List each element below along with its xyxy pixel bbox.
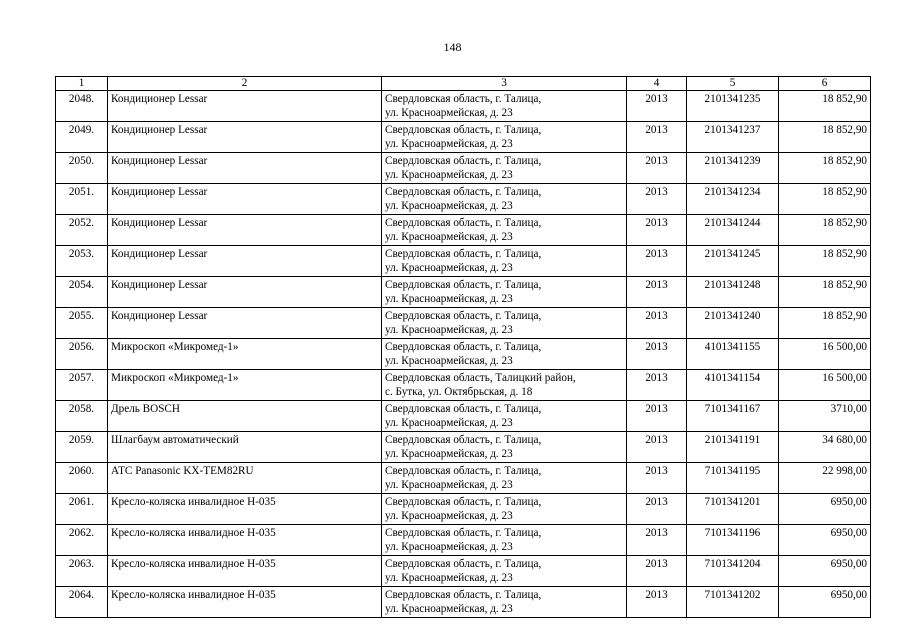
address-line-1: Свердловская область, г. Талица, [385, 248, 542, 260]
address-line-2: ул. Красноармейская, д. 23 [385, 510, 513, 522]
item-cost: 18 852,90 [779, 215, 871, 246]
table-row [56, 215, 871, 246]
page-number: 148 [443, 40, 462, 54]
inventory-number: 2101341240 [687, 308, 779, 339]
item-cost: 18 852,90 [779, 246, 871, 277]
table-row [56, 153, 871, 184]
item-cost: 6950,00 [779, 494, 871, 525]
item-name: Кондиционер Lessar [108, 153, 382, 184]
item-year: 2013 [627, 525, 687, 556]
item-cost: 18 852,90 [779, 184, 871, 215]
item-address [382, 370, 627, 401]
item-year: 2013 [627, 401, 687, 432]
inventory-number: 4101341154 [687, 370, 779, 401]
item-cost: 3710,00 [779, 401, 871, 432]
inventory-number: 7101341167 [687, 401, 779, 432]
address-line-1: Свердловская область, г. Талица, [385, 124, 542, 136]
table-row [56, 246, 871, 277]
address-line-1: Свердловская область, г. Талица, [385, 279, 542, 291]
address-line-2: ул. Красноармейская, д. 23 [385, 138, 513, 150]
inventory-number: 7101341202 [687, 587, 779, 618]
row-number: 2053. [56, 246, 108, 277]
address-line-2: ул. Красноармейская, д. 23 [385, 107, 513, 119]
item-address [382, 184, 627, 215]
address-line-2: ул. Красноармейская, д. 23 [385, 541, 513, 553]
table-row [56, 370, 871, 401]
item-year: 2013 [627, 122, 687, 153]
table-body [56, 91, 871, 618]
column-header-4: 4 [627, 77, 687, 91]
address-line-2: ул. Красноармейская, д. 23 [385, 355, 513, 367]
row-number: 2063. [56, 556, 108, 587]
item-address [382, 339, 627, 370]
item-address [382, 525, 627, 556]
item-address [382, 587, 627, 618]
address-line-2: ул. Красноармейская, д. 23 [385, 293, 513, 305]
address-line-1: Свердловская область, г. Талица, [385, 434, 542, 446]
table-row [56, 277, 871, 308]
address-line-1: Свердловская область, г. Талица, [385, 155, 542, 167]
item-name: Кресло-коляска инвалидное Н-035 [108, 556, 382, 587]
row-number: 2061. [56, 494, 108, 525]
table-row [56, 339, 871, 370]
item-cost: 18 852,90 [779, 153, 871, 184]
address-line-2: ул. Красноармейская, д. 23 [385, 417, 513, 429]
row-number: 2057. [56, 370, 108, 401]
row-number: 2052. [56, 215, 108, 246]
row-number: 2062. [56, 525, 108, 556]
item-year: 2013 [627, 308, 687, 339]
inventory-number: 2101341244 [687, 215, 779, 246]
item-name: Кондиционер Lessar [108, 122, 382, 153]
inventory-number: 2101341237 [687, 122, 779, 153]
item-year: 2013 [627, 277, 687, 308]
item-address [382, 153, 627, 184]
address-line-1: Свердловская область, г. Талица, [385, 93, 542, 105]
address-line-1: Свердловская область, г. Талица, [385, 341, 542, 353]
item-address [382, 215, 627, 246]
row-number: 2050. [56, 153, 108, 184]
item-name: Кресло-коляска инвалидное Н-035 [108, 525, 382, 556]
column-header-1: 1 [56, 77, 108, 91]
item-cost: 6950,00 [779, 587, 871, 618]
item-name: Кондиционер Lessar [108, 215, 382, 246]
item-name: АТС Panasonic KX-TEM82RU [108, 463, 382, 494]
table-row [56, 525, 871, 556]
row-number: 2058. [56, 401, 108, 432]
item-cost: 18 852,90 [779, 277, 871, 308]
item-name: Шлагбаум автоматический [108, 432, 382, 463]
item-year: 2013 [627, 215, 687, 246]
address-line-2: ул. Красноармейская, д. 23 [385, 603, 513, 615]
item-name: Микроскоп «Микромед-1» [108, 339, 382, 370]
item-cost: 22 998,00 [779, 463, 871, 494]
inventory-number: 2101341239 [687, 153, 779, 184]
item-year: 2013 [627, 432, 687, 463]
table-row [56, 463, 871, 494]
address-line-1: Свердловская область, г. Талица, [385, 310, 542, 322]
item-name: Кресло-коляска инвалидное Н-035 [108, 587, 382, 618]
item-cost: 18 852,90 [779, 122, 871, 153]
table-row [56, 432, 871, 463]
row-number: 2060. [56, 463, 108, 494]
inventory-number: 7101341201 [687, 494, 779, 525]
inventory-number: 7101341204 [687, 556, 779, 587]
address-line-1: Свердловская область, г. Талица, [385, 403, 542, 415]
address-line-2: с. Бутка, ул. Октябрьская, д. 18 [385, 386, 533, 398]
inventory-number: 2101341245 [687, 246, 779, 277]
item-year: 2013 [627, 246, 687, 277]
row-number: 2049. [56, 122, 108, 153]
item-address [382, 494, 627, 525]
item-address [382, 91, 627, 122]
item-cost: 18 852,90 [779, 308, 871, 339]
item-address [382, 277, 627, 308]
item-cost: 6950,00 [779, 525, 871, 556]
item-name: Кондиционер Lessar [108, 277, 382, 308]
address-line-1: Свердловская область, г. Талица, [385, 589, 542, 601]
inventory-number: 2101341248 [687, 277, 779, 308]
row-number: 2055. [56, 308, 108, 339]
address-line-2: ул. Красноармейская, д. 23 [385, 231, 513, 243]
inventory-number: 7101341196 [687, 525, 779, 556]
item-name: Кондиционер Lessar [108, 91, 382, 122]
address-line-2: ул. Красноармейская, д. 23 [385, 324, 513, 336]
column-header-5: 5 [687, 77, 779, 91]
address-line-2: ул. Красноармейская, д. 23 [385, 448, 513, 460]
item-address [382, 556, 627, 587]
item-year: 2013 [627, 494, 687, 525]
item-year: 2013 [627, 339, 687, 370]
item-address [382, 122, 627, 153]
column-number-row [56, 77, 871, 91]
address-line-1: Свердловская область, г. Талица, [385, 496, 542, 508]
table-row [56, 556, 871, 587]
address-line-1: Свердловская область, г. Талица, [385, 217, 542, 229]
row-number: 2059. [56, 432, 108, 463]
address-line-1: Свердловская область, г. Талица, [385, 465, 542, 477]
address-line-2: ул. Красноармейская, д. 23 [385, 169, 513, 181]
address-line-1: Свердловская область, г. Талица, [385, 186, 542, 198]
item-year: 2013 [627, 91, 687, 122]
inventory-number: 2101341191 [687, 432, 779, 463]
table-row [56, 587, 871, 618]
address-line-2: ул. Красноармейская, д. 23 [385, 479, 513, 491]
item-address [382, 463, 627, 494]
inventory-number: 4101341155 [687, 339, 779, 370]
inventory-number: 7101341195 [687, 463, 779, 494]
address-line-1: Свердловская область, г. Талица, [385, 527, 542, 539]
address-line-2: ул. Красноармейская, д. 23 [385, 572, 513, 584]
column-header-3: 3 [382, 77, 627, 91]
address-line-2: ул. Красноармейская, д. 23 [385, 200, 513, 212]
item-year: 2013 [627, 184, 687, 215]
table-row [56, 122, 871, 153]
item-address [382, 246, 627, 277]
table-row [56, 494, 871, 525]
row-number: 2054. [56, 277, 108, 308]
table-row [56, 184, 871, 215]
row-number: 2048. [56, 91, 108, 122]
item-year: 2013 [627, 556, 687, 587]
item-cost: 18 852,90 [779, 91, 871, 122]
item-name: Кондиционер Lessar [108, 246, 382, 277]
table-row [56, 91, 871, 122]
item-name: Кондиционер Lessar [108, 308, 382, 339]
column-header-6: 6 [779, 77, 871, 91]
column-header-2: 2 [108, 77, 382, 91]
item-cost: 6950,00 [779, 556, 871, 587]
table-row [56, 308, 871, 339]
item-year: 2013 [627, 463, 687, 494]
item-cost: 16 500,00 [779, 339, 871, 370]
item-year: 2013 [627, 587, 687, 618]
row-number: 2051. [56, 184, 108, 215]
property-registry-table [55, 76, 871, 618]
address-line-2: ул. Красноармейская, д. 23 [385, 262, 513, 274]
item-cost: 34 680,00 [779, 432, 871, 463]
item-name: Кресло-коляска инвалидное Н-035 [108, 494, 382, 525]
address-line-1: Свердловская область, г. Талица, [385, 558, 542, 570]
item-address [382, 432, 627, 463]
item-name: Кондиционер Lessar [108, 184, 382, 215]
item-address [382, 401, 627, 432]
address-line-1: Свердловская область, Талицкий район, [385, 372, 576, 384]
item-cost: 16 500,00 [779, 370, 871, 401]
item-year: 2013 [627, 370, 687, 401]
row-number: 2064. [56, 587, 108, 618]
inventory-number: 2101341234 [687, 184, 779, 215]
item-address [382, 308, 627, 339]
item-year: 2013 [627, 153, 687, 184]
row-number: 2056. [56, 339, 108, 370]
item-name: Дрель BOSCH [108, 401, 382, 432]
table-row [56, 401, 871, 432]
inventory-number: 2101341235 [687, 91, 779, 122]
item-name: Микроскоп «Микромед-1» [108, 370, 382, 401]
